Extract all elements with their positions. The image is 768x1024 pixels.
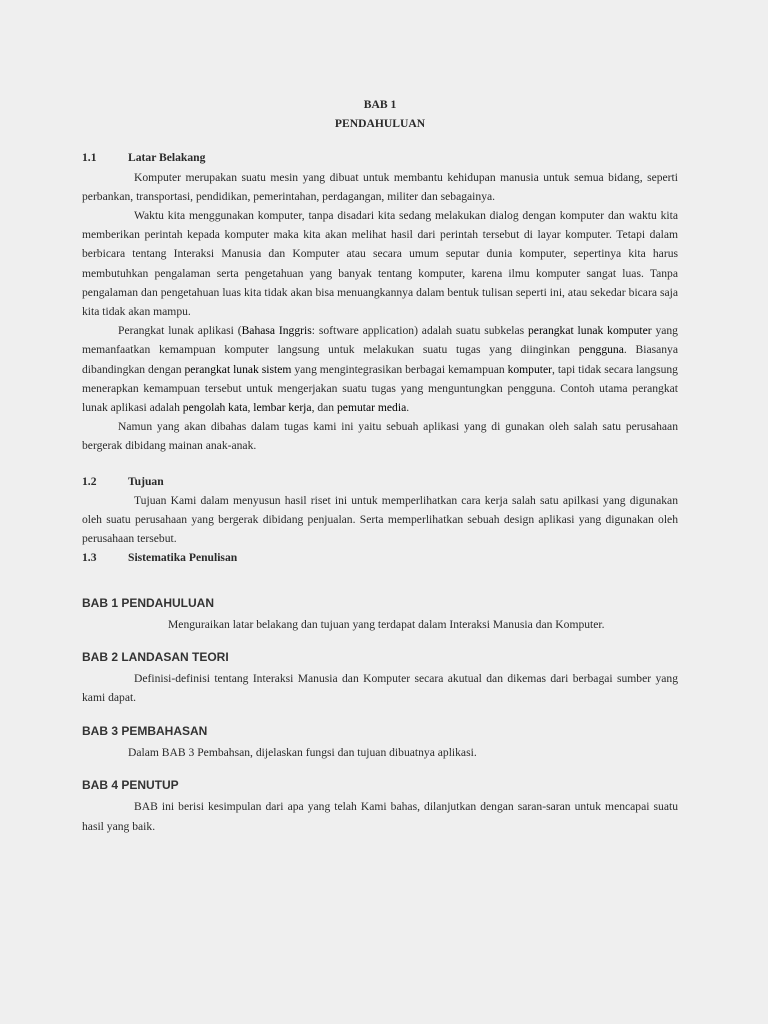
link-komputer[interactable]: komputer: [507, 362, 552, 376]
link-perangkat-lunak-komputer[interactable]: perangkat lunak komputer: [528, 324, 652, 338]
link-pengguna[interactable]: pengguna: [578, 343, 624, 357]
section-number: 1.3: [82, 551, 97, 565]
bab-heading: BAB 2 LANDASAN TEORI: [82, 650, 229, 665]
chapter-title: PENDAHULUAN: [334, 117, 426, 131]
section-title: Latar Belakang: [128, 151, 206, 165]
bab-description: Menguraikan latar belakang dan tujuan yang terdapat dalam Interaksi Manusia dan Komputer.: [168, 617, 605, 631]
text-run: yang memanfaatkan kemampuan komputer langsung untuk melakukan suatu tugas yang diinginkan: [82, 324, 678, 357]
section-number: 1.2: [82, 474, 97, 488]
text-run: : software application) adalah suatu subkelas: [311, 324, 528, 338]
section-heading-tujuan: [82, 472, 678, 491]
link-bahasa-inggris[interactable]: Bahasa Inggris: [241, 324, 312, 338]
link-lembar-kerja[interactable]: lembar kerja: [253, 401, 312, 415]
text-run: , dan: [311, 401, 337, 415]
bab-heading: BAB 3 PEMBAHASAN: [82, 723, 208, 738]
paragraph: Namun yang akan dibahas dalam tugas kami ini yaitu sebuah aplikasi yang di gunakan oleh salah satu perusahaan bergerak dibidang mainan anak-anak.: [82, 420, 678, 453]
text-run: Perangkat lunak aplikasi (: [118, 324, 242, 338]
paragraph: Waktu kita menggunakan komputer, tanpa disadari kita sedang melakukan dialog dengan komputer dan waktu kita memberikan perintah kepada komputer maka kita akan melihat hasil dari perintah tersebut di layar komputer. Tetapi dalam berbicara tentang Interaksi Manusia dan Komputer atau secara umum seputar dunia komputer, sepertinya kita harus membutuhkan pengalaman serta pengetahuan yang banyak tentang komputer, karena ilmu komputer sangat luas. Tanpa pengalaman dan pengetahuan luas kita tidak akan bisa menuangkannya dalam bentuk tulisan seperti ini, atau sekedar bicara saja kita tidak akan mampu.: [82, 209, 678, 319]
bab-description: BAB ini berisi kesimpulan dari apa yang telah Kami bahas, dilanjutkan dengan saran-saran untuk mencapai suatu hasil yang baik.: [82, 800, 678, 833]
bab-heading: BAB 4 PENUTUP: [82, 778, 179, 793]
bab-heading: BAB 1 PENDAHULUAN: [82, 595, 215, 610]
paragraph: Tujuan Kami dalam menyusun hasil riset ini untuk memperlihatkan cara kerja salah satu apilkasi yang digunakan oleh suatu perusahaan yang bergerak dibidang penjualan. Serta memperlihatkan sebuah design aplikasi yang digunakan oleh perusahaan tersebut.: [82, 493, 678, 546]
text-run: .: [406, 401, 410, 415]
link-pemutar-media[interactable]: pemutar media: [337, 401, 407, 415]
link-perangkat-lunak-sistem[interactable]: perangkat lunak sistem: [184, 362, 292, 376]
section-title: Sistematika Penulisan: [128, 551, 238, 565]
bab-description: Definisi-definisi tentang Interaksi Manusia dan Komputer secara akutual dan dikemas dari berbagai sumber yang kami dapat.: [82, 672, 678, 705]
chapter-number: BAB 1: [363, 98, 397, 111]
text-run: , tapi tidak secara langsung menerapkan kemampuan tersebut untuk mengerjakan suatu tugas yang menguntungkan pengguna. Contoh utama perangkat lunak aplikasi adalah: [82, 362, 678, 415]
text-run: . Biasanya dibandingkan dengan: [82, 343, 678, 376]
bab-description: Dalam BAB 3 Pembahsan, dijelaskan fungsi dan tujuan dibuatnya aplikasi.: [128, 745, 477, 759]
paragraph: Komputer merupakan suatu mesin yang dibuat untuk membantu kehidupan manusia untuk semua bidang, seperti perbankan, transportasi, pendidikan, pemerintahan, perdagangan, militer dan sebagainya.: [82, 170, 678, 203]
section-title: Tujuan: [128, 474, 164, 488]
section-number: 1.1: [82, 151, 97, 165]
section-heading-sistematika: [82, 548, 678, 567]
paragraph-with-links: [82, 321, 678, 417]
section-heading-latar-belakang: [82, 148, 678, 167]
link-pengolah-kata[interactable]: pengolah kata: [182, 401, 248, 415]
text-run: yang mengintegrasikan berbagai kemampuan: [291, 362, 508, 376]
text-run: ,: [247, 401, 254, 415]
